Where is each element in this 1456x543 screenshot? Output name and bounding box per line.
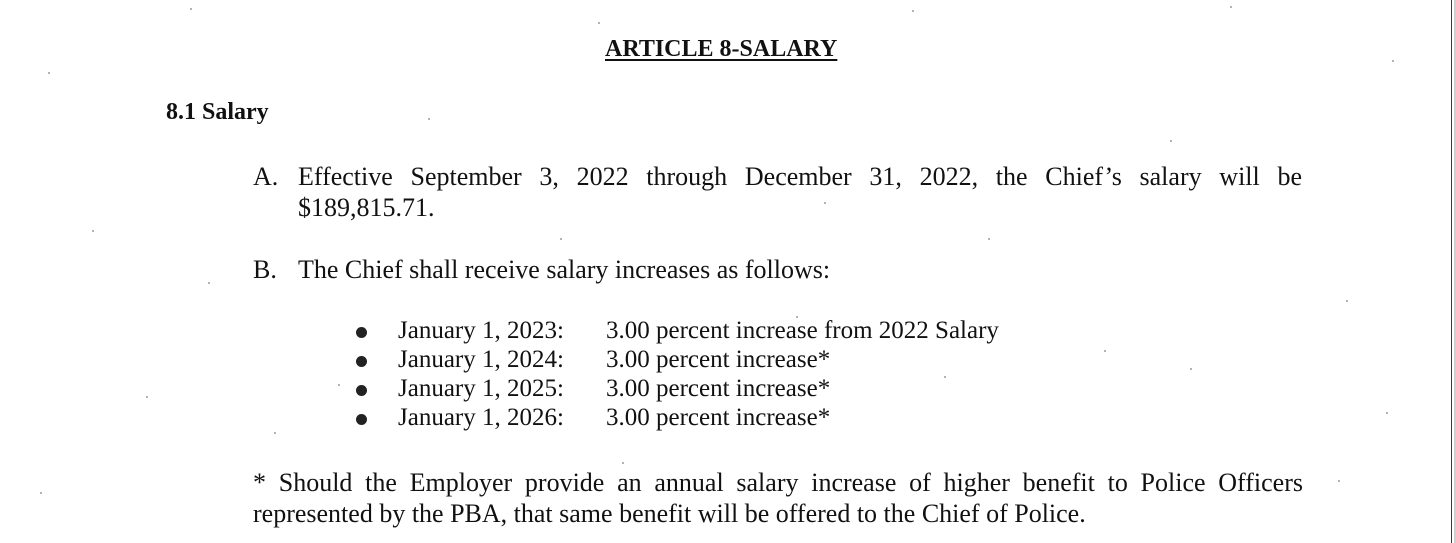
item-b-marker: B. — [253, 255, 277, 284]
bullet-icon — [356, 414, 367, 425]
item-a-marker: A. — [253, 162, 279, 191]
scan-speck — [1392, 60, 1394, 62]
scan-speck — [274, 432, 276, 434]
scan-speck — [1230, 6, 1232, 8]
scan-speck — [48, 72, 50, 74]
article-title: ARTICLE 8-SALARY — [605, 36, 838, 62]
increase-date: January 1, 2023: — [398, 317, 564, 344]
scan-speck — [912, 10, 914, 12]
scan-speck — [560, 238, 562, 240]
scan-speck — [40, 492, 42, 494]
scan-speck — [1346, 300, 1348, 302]
increase-description: 3.00 percent increase* — [606, 404, 831, 431]
scan-speck — [1386, 412, 1388, 414]
footnote-line1: * Should the Employer provide an annual salary increase of higher benefit to Police Officers — [253, 468, 1303, 497]
scan-edge-line — [1451, 0, 1452, 543]
scan-speck — [1190, 368, 1192, 370]
bullet-icon — [356, 327, 367, 338]
scan-speck — [428, 118, 430, 120]
scan-speck — [1170, 140, 1172, 142]
section-heading: 8.1 Salary — [166, 99, 269, 125]
bullet-icon — [356, 385, 367, 396]
scan-speck — [988, 238, 990, 240]
scan-speck — [824, 202, 826, 204]
scan-speck — [146, 396, 148, 398]
increase-date: January 1, 2026: — [398, 404, 564, 431]
scan-speck — [92, 230, 94, 232]
item-b-text: The Chief shall receive salary increases as follows: — [298, 255, 831, 284]
item-a-text-line1: Effective September 3, 2022 through December 31, 2022, the Chief’s salary will be — [298, 162, 1302, 191]
footnote-line2: represented by the PBA, that same benefit will be offered to the Chief of Police. — [253, 499, 1086, 528]
increase-date: January 1, 2024: — [398, 346, 564, 373]
scan-speck — [1338, 480, 1340, 482]
scan-speck — [598, 22, 600, 24]
scan-speck — [944, 376, 946, 378]
bullet-icon — [356, 356, 367, 367]
scan-speck — [190, 8, 192, 10]
scan-speck — [1104, 350, 1106, 352]
increase-date: January 1, 2025: — [398, 375, 564, 402]
item-a-text-line2: $189,815.71. — [298, 193, 435, 222]
scan-speck — [622, 462, 624, 464]
increase-description: 3.00 percent increase from 2022 Salary — [606, 317, 999, 344]
increase-description: 3.00 percent increase* — [606, 346, 831, 373]
increase-description: 3.00 percent increase* — [606, 375, 831, 402]
scan-speck — [338, 384, 340, 386]
scan-speck — [208, 282, 210, 284]
